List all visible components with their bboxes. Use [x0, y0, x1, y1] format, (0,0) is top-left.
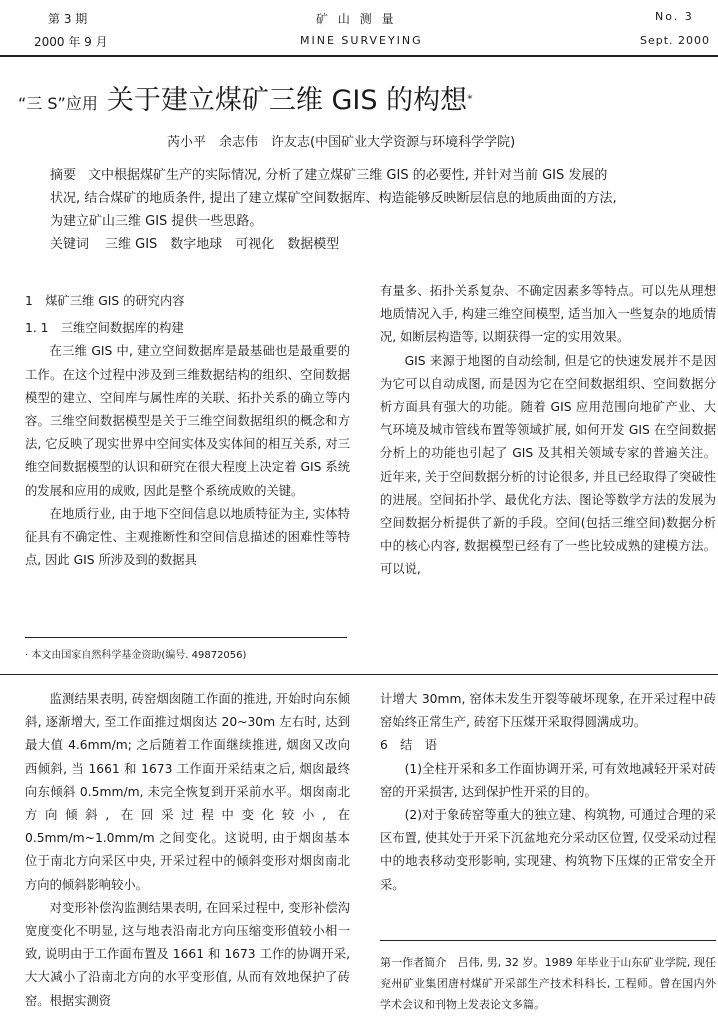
- lower-right-column: [380, 688, 716, 928]
- section-6-heading: 6 结 语: [380, 738, 438, 753]
- column-tag: “三 S”应用: [18, 94, 98, 113]
- abstract-line-1: 摘要 文中根据煤矿生产的实际情况, 分析了建立煤矿三维 GIS 的必要性, 并针对当前 GIS 发展的: [50, 168, 608, 183]
- page-divider: [0, 674, 718, 675]
- abstract-label: 摘要: [50, 168, 77, 183]
- paragraph: 在地质行业, 由于地下空间信息以地质特征为主, 实体特征具有不确定性、主观推断性和空间信息描述的困难性等特点, 因此 GIS 所涉及到的数据具: [25, 506, 350, 568]
- article-title: 关于建立煤矿三维 GIS 的构想: [106, 85, 468, 116]
- keywords: 三维 GIS 数字地球 可视化 数据模型: [105, 237, 340, 252]
- paragraph: 监测结果表明, 砖窑烟囱随工作面的推进, 开始时向东倾斜, 逐渐增大, 至工作面推过烟囱达 20~30m 左右时, 达到最大值 4.6mm/m; 之后随着工作面继续推进, 烟囱又改向西倾斜, 当 1661 和 1673 工作面开采结束之后, 烟囱最终向东倾斜 0.5mm/m, 未完全恢复到开采前水平。烟囱南北方向倾斜, 在回采过程中变化较小, 在 0.5mm/m~1.0mm/m 之间变化。这说明, 由于烟囱基本位于南北方向采区中央, 开采过程中的倾斜变形对烟囱南北方向的倾斜影响较小。: [25, 692, 350, 892]
- article-title-row: [18, 78, 473, 117]
- footnote-rule: [25, 637, 347, 638]
- funding-footnote: · 本文由国家自然科学基金资助(编号. 49872056): [25, 650, 247, 661]
- conclusion-item-1: (1)全柱开采和多工作面协调开采, 可有效地减轻开采对砖窑的开采损害, 达到保护性开采的目的。: [380, 761, 716, 799]
- section-1-heading: 1 煤矿三维 GIS 的研究内容: [25, 294, 185, 308]
- header-rule: [0, 55, 718, 57]
- keywords-line: [50, 233, 617, 256]
- authors: 芮小平 余志伟 许友志(中国矿业大学资源与环境科学学院): [167, 135, 516, 150]
- publication-date: 2000 年 9 月: [34, 35, 108, 49]
- keywords-label: 关键词: [50, 237, 90, 252]
- paragraph: 有量多、拓扑关系复杂、不确定因素多等特点。可以先从理想地质情况入手, 构建三维空间模型, 适当加入一些复杂的地质情况, 如断层构造等, 以期获得一定的实用效果。: [380, 284, 716, 345]
- conclusion-item-2: (2)对于象砖窑等重大的独立建、构筑物, 可通过合理的采区布置, 使其处于开采下沉盆地充分采动区位置, 仅受采动过程中的地表移动变形影响, 实现建、构筑物下压煤的正常安全开采。: [380, 808, 716, 892]
- issue-number: 第 3 期: [48, 12, 88, 26]
- abstract: [50, 164, 617, 256]
- title-footnote-mark: *: [467, 92, 473, 106]
- author-info: 第一作者简介 吕伟, 男, 32 岁。1989 年毕业于山东矿业学院, 现任兖州矿业集团唐村煤矿开采部生产技术科科长, 工程师。曾在国内外学术会议和刊物上发表论文多篇。: [380, 956, 716, 1011]
- journal-title-en: MINE SURVEYING: [300, 34, 423, 47]
- lower-left-column: [25, 688, 350, 1036]
- journal-title-cn: 矿 山 测 量: [316, 12, 397, 26]
- paragraph: 对变形补偿沟监测结果表明, 在回采过程中, 变形补偿沟宽度变化不明显, 这与地表沿南北方向压缩变形值较小相一致, 说明由于工作面布置及 1661 和 1673 工作的协调开采, 大大减小了沿南北方向的水平变形值, 从而有效地保护了砖窑。根据实测资: [25, 900, 350, 1008]
- right-column: [380, 280, 716, 626]
- issue-number-en: No. 3: [655, 10, 694, 23]
- paragraph: 在三维 GIS 中, 建立空间数据库是最基础也是最重要的工作。在这个过程中涉及到三维数据结构的组织、空间数据模型的建立、空间库与属性库的关联、拓扑关系的确立等内容。三维空间数据模型是关于三维空间数据组织的概念和方法, 它反映了现实世界中空间实体及实体间的相互关系, 对三维空间数据模型的认识和研究在很大程度上决定着 GIS 系统的发展和应用的成败, 因此是整个系统成败的关键。: [25, 344, 350, 498]
- author-info-rule: [380, 940, 716, 941]
- publication-date-en: Sept. 2000: [640, 34, 711, 47]
- left-column: [25, 290, 350, 626]
- paragraph: GIS 来源于地图的自动绘制, 但是它的快速发展并不是因为它可以自动成图, 而是因为它在空间数据组织、空间数据分析方面具有强大的功能。随着 GIS 应用范围向地矿产业、大气环境及城市管线布置等领域扩展, 如何开发 GIS 在空间数据分析上的功能也引起了 GIS 及其相关领域专家的普遍关注。近年来, 关于空间数据分析的讨论很多, 并且已经取得了突破性的进展。空间拓扑学、最优化方法、图论等数学方法的发展为空间数据分析提供了新的手段。空间(包括三维空间)数据分析中的核心内容, 数据模型已经有了一些比较成熟的建模方法。可以说,: [380, 353, 716, 577]
- abstract-line-3: 为建立矿山三维 GIS 提供一些思路。: [50, 214, 263, 229]
- section-1-1-heading: 1. 1 三维空间数据库的构建: [25, 321, 184, 336]
- abstract-line-2: 状况, 结合煤矿的地质条件, 提出了建立煤矿空间数据库、构造能够反映断层信息的地质曲面的方法,: [50, 191, 617, 206]
- paragraph: 计增大 30mm, 窑体未发生开裂等破坏现象, 在开采过程中砖窑始终正常生产, 砖窑下压煤开采取得圆满成功。: [380, 692, 716, 730]
